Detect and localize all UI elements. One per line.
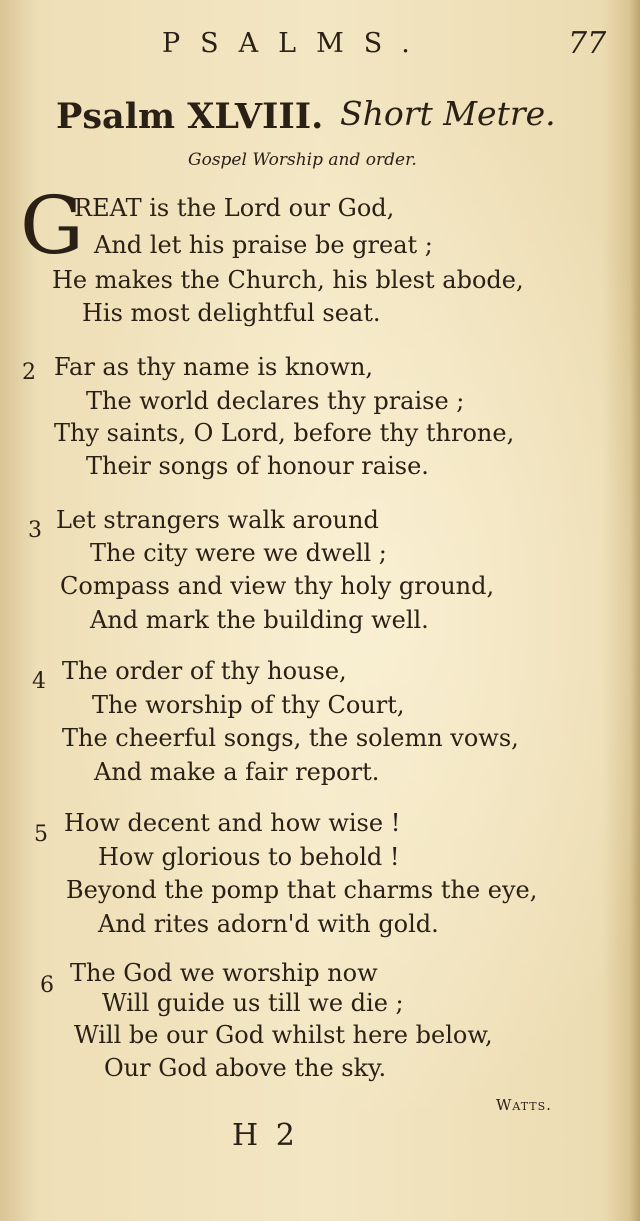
stanza-number: 6 <box>40 973 54 998</box>
verse-line: And mark the building well. <box>90 606 429 634</box>
verse-line: Far as thy name is known, <box>54 353 374 381</box>
verse-line: And make a fair report. <box>94 758 380 786</box>
verse-line: REAT is the Lord our God, <box>74 194 395 222</box>
verse-line: He makes the Church, his blest abode, <box>52 266 524 294</box>
verse-line: Will be our God whilst here below, <box>74 1021 493 1049</box>
verse-line: How glorious to behold ! <box>98 843 400 871</box>
verse-line: The order of thy house, <box>62 657 347 685</box>
verse-line: Beyond the pomp that charms the eye, <box>66 876 538 904</box>
verse-line: Their songs of honour raise. <box>86 452 429 480</box>
verse-line: The world declares thy praise ; <box>86 387 465 415</box>
metre-label: Short Metre. <box>340 94 556 133</box>
stanza-number: 2 <box>22 360 36 385</box>
verse-line: And rites adorn'd with gold. <box>98 910 439 938</box>
verse-line: The God we worship now <box>70 959 378 987</box>
running-head: PSALMS. <box>162 28 430 59</box>
verse-line: Will guide us till we die ; <box>102 989 404 1017</box>
psalm-title: Psalm XLVIII. <box>56 96 324 137</box>
verse-line: Our God above the sky. <box>104 1054 387 1082</box>
verse-line: Thy saints, O Lord, before thy throne, <box>54 419 515 447</box>
verse-line: The cheerful songs, the solemn vows, <box>62 724 519 752</box>
signature-mark: H 2 <box>232 1118 299 1153</box>
stanza-number: 3 <box>28 518 42 543</box>
verse-line: His most delightful seat. <box>82 299 381 327</box>
psalm-subtitle: Gospel Worship and order. <box>188 150 417 170</box>
verse-line: Compass and view thy holy ground, <box>60 572 495 600</box>
verse-line: Let strangers walk around <box>56 506 379 534</box>
stanza-number: 4 <box>32 669 46 694</box>
verse-line: How decent and how wise ! <box>64 809 401 837</box>
page-number: 77 <box>568 26 607 61</box>
drop-cap: G <box>20 179 84 272</box>
stanza-number: 5 <box>34 822 48 847</box>
attribution: Watts. <box>496 1096 552 1114</box>
verse-line: And let his praise be great ; <box>94 231 433 259</box>
verse-line: The city were we dwell ; <box>90 539 387 567</box>
verse-line: The worship of thy Court, <box>92 691 405 719</box>
